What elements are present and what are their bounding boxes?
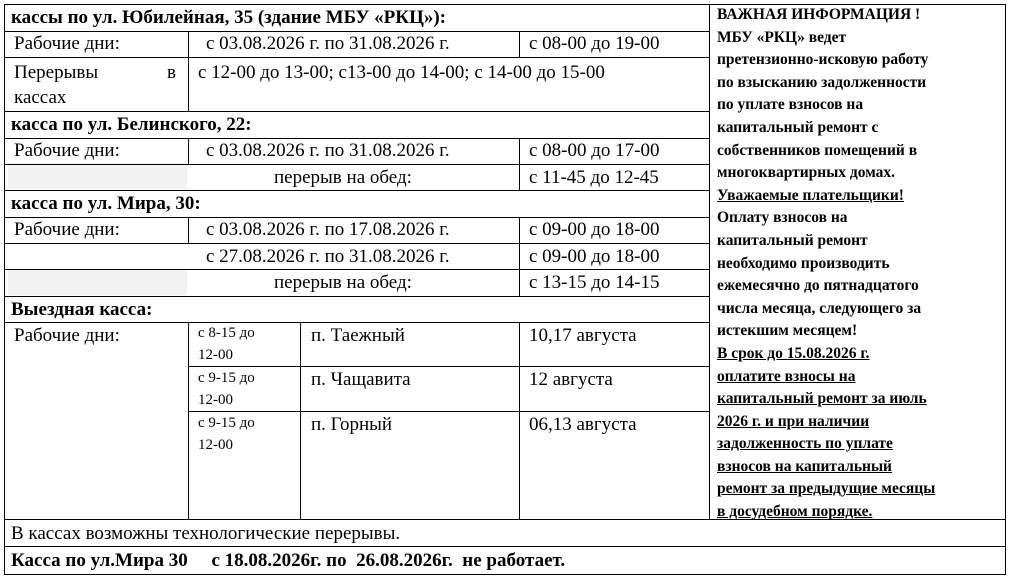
lunch-time: с 11-45 до 12-45: [529, 167, 659, 188]
work-hours: с 08-00 до 17-00: [529, 140, 660, 161]
info-greeting: Уважаемые плательщики!: [717, 186, 904, 204]
info-line: истекшим месяцем!: [717, 322, 858, 340]
lunch-time: с 13-15 до 14-15: [529, 272, 660, 293]
visit-time: 12-00: [198, 347, 233, 363]
info-deadline: В срок до 15.08.2026 г.: [717, 344, 870, 362]
visit-dates: 06,13 августа: [529, 414, 637, 435]
info-line: числа месяца, следующего за: [717, 299, 922, 317]
visit-time: с 9-15 до: [198, 415, 255, 431]
empty-cell: [8, 269, 187, 295]
closure-notice: Касса по ул.Мира 30 с 18.08.2026г. по 26.08.2026г. не работает.: [11, 550, 566, 571]
visit-time: 12-00: [198, 392, 233, 408]
info-line: по взысканию задолженности: [717, 73, 927, 91]
info-line: Оплату взносов на: [717, 209, 848, 227]
visit-time: 12-00: [198, 437, 233, 453]
info-line: задолженность по уплате: [717, 435, 893, 453]
tech-breaks-note: В кассах возможны технологические перерывы.: [11, 523, 401, 544]
breaks-label: в: [167, 62, 176, 83]
cashier-title-belinskogo: касса по ул. Белинского, 22:: [11, 114, 252, 135]
visit-time: с 9-15 до: [198, 370, 255, 386]
info-line: ежемесячно до пятнадцатого: [717, 277, 919, 295]
visit-time: с 8-15 до: [198, 325, 255, 341]
workdays-label: Рабочие дни:: [14, 140, 120, 161]
lunch-label: перерыв на обед:: [274, 167, 412, 188]
info-line: капитальный ремонт за июль: [717, 390, 927, 408]
work-period: с 03.08.2026 г. по 31.08.2026 г.: [206, 140, 450, 161]
cashier-title-mira: касса по ул. Мира, 30:: [11, 193, 201, 214]
info-line: собственников помещений в: [717, 141, 918, 159]
work-hours: с 09-00 до 18-00: [529, 246, 660, 267]
lunch-label: перерыв на обед:: [274, 272, 412, 293]
info-line: 2026 г. и при наличии: [717, 412, 870, 430]
visit-place: п. Чащавита: [311, 369, 411, 390]
info-line: МБУ «РКЦ» ведет: [717, 28, 847, 46]
mobile-cashier-title: Выездная касса:: [11, 299, 153, 320]
cashier-title-yubileynaya: кассы по ул. Юбилейная, 35 (здание МБУ «РКЦ»):: [11, 7, 446, 28]
info-line: ремонт за предыдущие месяцы: [717, 480, 936, 498]
workdays-label: Рабочие дни:: [14, 33, 120, 54]
workdays-label: Рабочие дни:: [14, 219, 120, 240]
work-period: с 03.08.2026 г. по 31.08.2026 г.: [206, 33, 450, 54]
work-hours: с 09-00 до 18-00: [529, 219, 660, 240]
breaks-label: Перерывы: [14, 62, 99, 83]
info-line: по уплате взносов на: [717, 96, 864, 114]
visit-place: п. Таежный: [311, 325, 405, 346]
work-period: с 27.08.2026 г. по 31.08.2026 г.: [206, 246, 450, 267]
work-hours: с 08-00 до 19-00: [529, 33, 660, 54]
work-period: с 03.08.2026 г. по 17.08.2026 г.: [206, 219, 450, 240]
info-line: претензионно-исковую работу: [717, 51, 929, 69]
visit-dates: 12 августа: [529, 369, 613, 390]
breaks-times: с 12-00 до 13-00; с13-00 до 14-00; с 14-00 до 15-00: [198, 62, 605, 83]
info-heading: ВАЖНАЯ ИНФОРМАЦИЯ !: [717, 6, 921, 23]
visit-place: п. Горный: [311, 414, 393, 435]
info-line: капитальный ремонт с: [717, 118, 879, 136]
info-line: взносов на капитальный: [717, 457, 892, 475]
info-line: оплатите взносы на: [717, 367, 856, 385]
important-info-panel: [717, 4, 1005, 524]
info-line: в досудебном порядке.: [717, 503, 873, 521]
workdays-label: Рабочие дни:: [14, 325, 120, 346]
info-line: необходимо производить: [717, 254, 890, 272]
breaks-label: кассах: [14, 87, 67, 108]
visit-dates: 10,17 августа: [529, 325, 637, 346]
empty-cell: [8, 163, 187, 189]
info-line: многоквартирных домах.: [717, 164, 896, 182]
info-line: капитальный ремонт: [717, 231, 868, 249]
